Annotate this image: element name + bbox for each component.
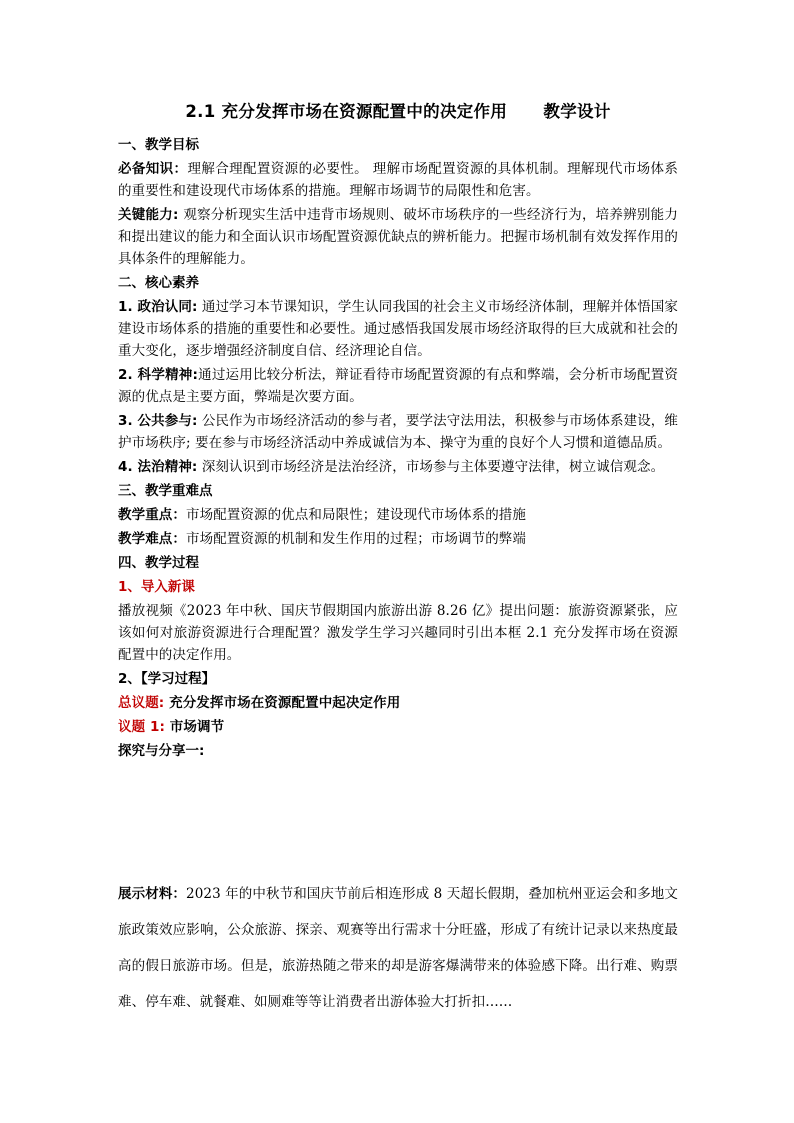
- label-main-topic: 总议题:: [118, 695, 165, 711]
- label-political-identity: 1. 政治认同:: [118, 299, 198, 315]
- label-public-participation: 3. 公共参与:: [118, 413, 198, 429]
- text-essential-knowledge: 理解合理配置资源的必要性。 理解市场配置资源的具体机制。理解现代市场体系的重要性和建设现代市场体系的措施。理解市场调节的局限性和危害。: [118, 161, 679, 199]
- material-section: [118, 876, 678, 1020]
- paragraph-scientific-spirit: [118, 364, 678, 408]
- paragraph-rule-of-law: [118, 456, 678, 478]
- text-main-topic: 充分发挥市场在资源配置中起决定作用: [164, 695, 401, 711]
- paragraph-main-topic: [118, 692, 678, 714]
- paragraph-key-ability: [118, 204, 678, 270]
- section-heading-objectives: 一、教学目标: [118, 137, 199, 153]
- paragraph-material: [118, 876, 678, 1020]
- text-scientific-spirit: 通过运用比较分析法，辩证看待市场配置资源的有点和弊端，会分析市场配置资源的优点是主要方面，弊端是次要方面。: [118, 367, 679, 405]
- label-scientific-spirit: 2. 科学精神:: [118, 367, 198, 383]
- text-public-participation: 公民作为市场经济活动的参与者，要学法守法用法，积极参与市场体系建设，维护市场秩序; 要在参与市场经济活动中养成诚信为本、操守为重的良好个人习惯和道德品质。: [118, 413, 679, 451]
- label-material: 展示材料：: [118, 886, 187, 902]
- text-key-ability: 观察分析现实生活中违背市场规则、破坏市场秩序的一些经济行为，培养辨别能力和提出建议的能力和全面认识市场配置资源优缺点的辨析能力。把握市场机制有效发挥作用的具体条件的理解能力。: [118, 207, 678, 267]
- text-political-identity: 通过学习本节课知识，学生认同我国的社会主义市场经济体制，理解并体悟国家建设市场体系的措施的重要性和必要性。通过感悟我国发展市场经济取得的巨大成就和社会的重大变化，逐步增强经济制度自信、经济理论自信。: [118, 299, 679, 359]
- paragraph-political-identity: [118, 296, 678, 362]
- main-content: [118, 134, 678, 764]
- section-heading-process: 四、教学过程: [118, 555, 199, 571]
- subheading-learning-process: 2、【学习过程】: [118, 671, 216, 687]
- text-material: 2023 年的中秋节和国庆节前后相连形成 8 天超长假期，叠加杭州亚运会和多地文旅政策效应影响，公众旅游、探亲、观赛等出行需求十分旺盛，形成了有统计记录以来热度最高的假日旅游市场。但是，旅游热随之带来的却是游客爆满带来的体验感下降。出行难、购票难、停车难、就餐难、如厕难等等让消费者出游体验大打折扣……: [118, 886, 678, 1010]
- paragraph-topic-1: [118, 716, 678, 738]
- paragraph-essential-knowledge: [118, 158, 678, 202]
- label-teaching-focus: 教学重点：: [118, 507, 186, 523]
- text-topic-1: 市场调节: [165, 719, 225, 735]
- paragraph-teaching-difficulty: [118, 528, 678, 550]
- document-title: 2.1 充分发挥市场在资源配置中的决定作用 教学设计: [185, 102, 611, 121]
- label-key-ability: 关键能力:: [118, 207, 184, 223]
- paragraph-public-participation: [118, 410, 678, 454]
- label-topic-1: 议题 1:: [118, 719, 165, 735]
- text-teaching-difficulty: 市场配置资源的机制和发生作用的过程；市场调节的弊端: [186, 531, 526, 547]
- text-rule-of-law: 深刻认识到市场经济是法治经济，市场参与主体要遵守法律，树立诚信观念。: [197, 459, 665, 475]
- text-teaching-focus: 市场配置资源的优点和局限性；建设现代市场体系的措施: [186, 507, 526, 523]
- section-heading-key-difficult: 三、教学重难点: [118, 483, 213, 499]
- label-rule-of-law: 4. 法治精神:: [118, 459, 198, 475]
- subheading-explore-share: 探究与分享一:: [118, 743, 205, 759]
- subheading-intro: 1、导入新课: [118, 579, 195, 595]
- label-teaching-difficulty: 教学难点：: [118, 531, 186, 547]
- paragraph-teaching-focus: [118, 504, 678, 526]
- label-essential-knowledge: 必备知识：: [118, 161, 188, 177]
- section-heading-core-literacy: 二、核心素养: [118, 275, 199, 291]
- paragraph-intro: 播放视频《2023 年中秋、国庆节假期国内旅游出游 8.26 亿》提出问题：旅游资源紧张，应该如何对旅游资源进行合理配置？激发学生学习兴趣同时引出本框 2.1 充分发挥市场在资源配置中的决定作用。: [118, 603, 678, 663]
